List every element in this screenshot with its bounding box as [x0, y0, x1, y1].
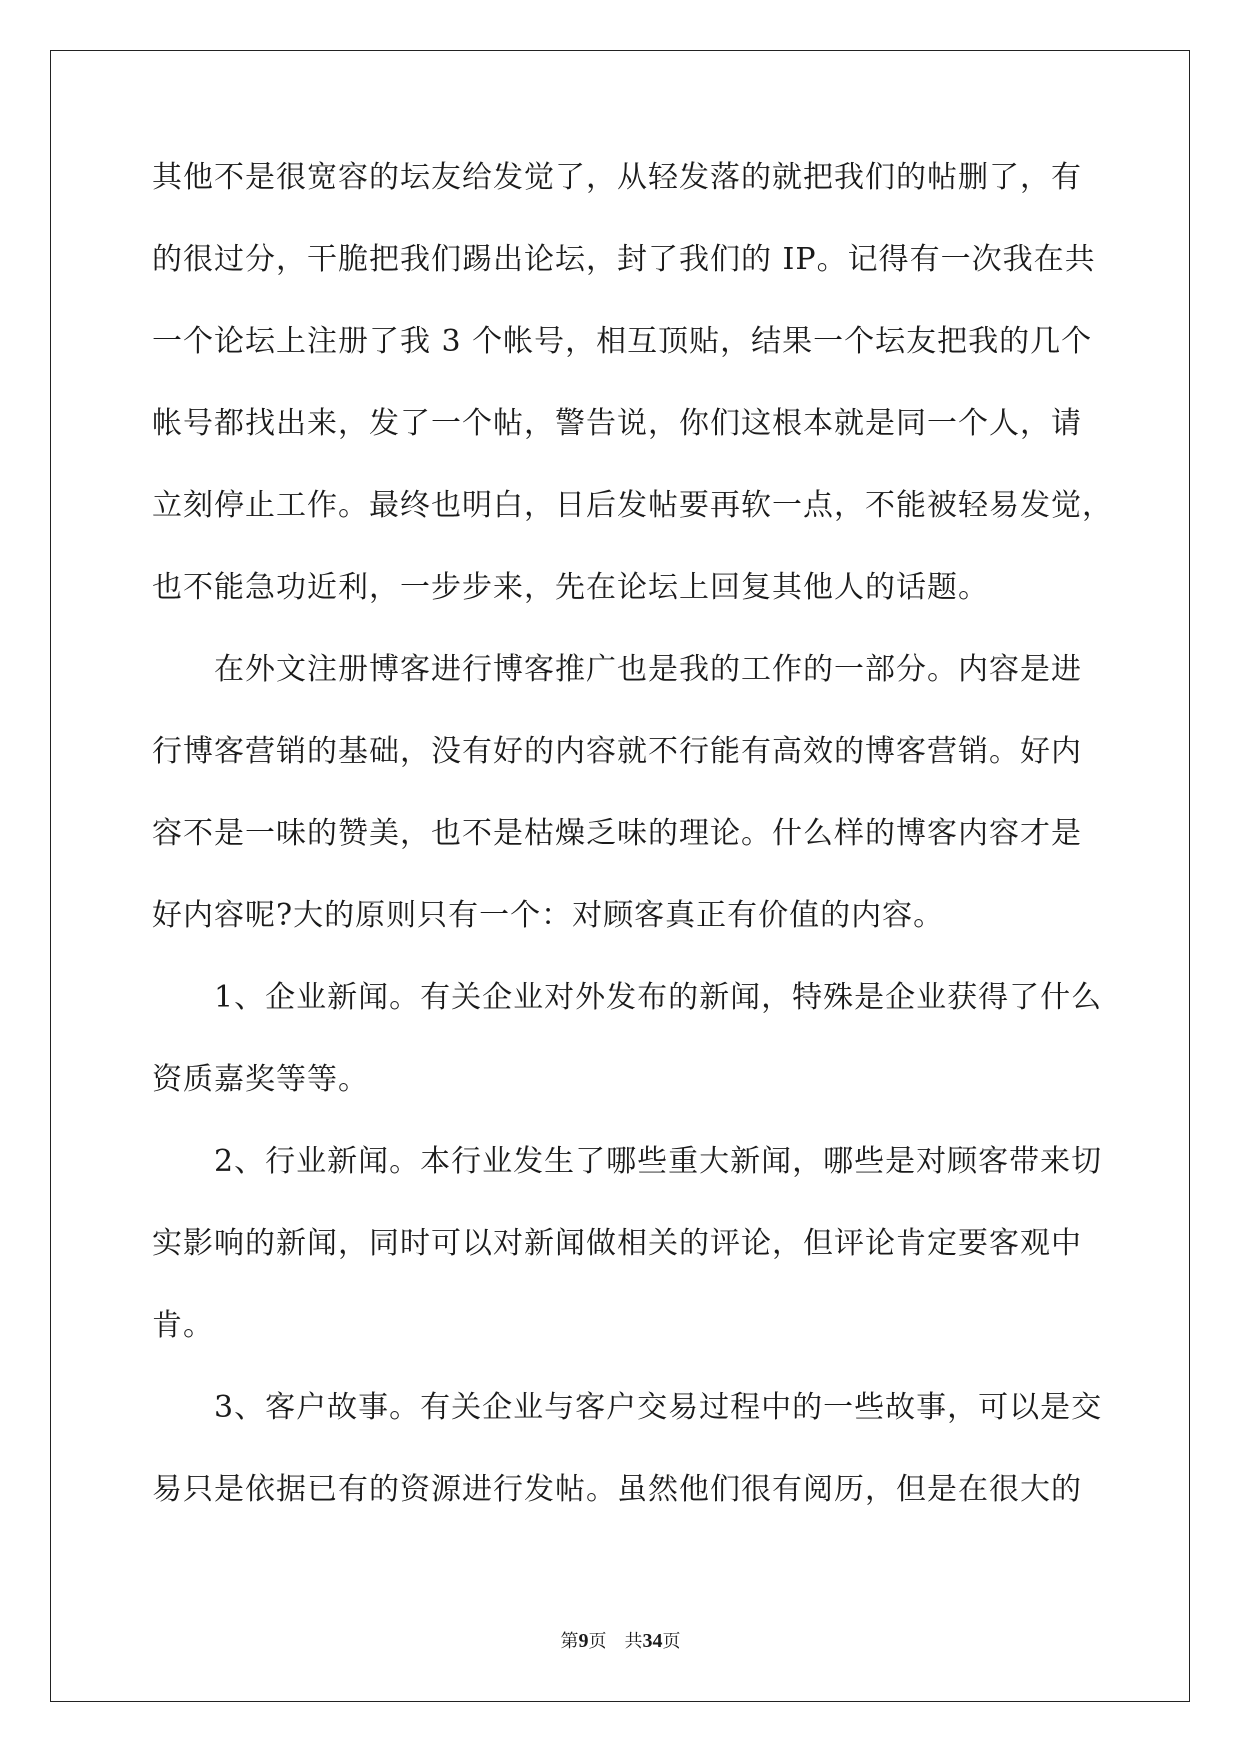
list-item-2-line: 2、行业新闻。本行业发生了哪些重大新闻，哪些是对顾客带来切: [214, 1144, 1103, 1179]
text-line: 易只是依据已有的资源进行发帖。虽然他们很有阅历，但是在很大的: [152, 1472, 1082, 1507]
text-line: 行博客营销的基础，没有好的内容就不行能有高效的博客营销。好内: [152, 734, 1082, 769]
page-footer: [0, 1631, 1241, 1652]
text-line: 的很过分，干脆把我们踢出论坛，封了我们的 IP。记得有一次我在共: [152, 242, 1096, 277]
list-item-3-line: 3、客户故事。有关企业与客户交易过程中的一些故事，可以是交: [214, 1390, 1103, 1425]
text-line: 肯。: [152, 1308, 214, 1343]
text-line: 资质嘉奖等等。: [152, 1062, 369, 1097]
text-line: 帐号都找出来，发了一个帖，警告说，你们这根本就是同一个人，请: [152, 406, 1082, 441]
text-line: 其他不是很宽容的坛友给发觉了，从轻发落的就把我们的帖删了，有: [152, 160, 1082, 195]
total-pages: 34: [642, 1630, 663, 1652]
text-line: 立刻停止工作。最终也明白，日后发帖要再软一点，不能被轻易发觉，: [152, 488, 1113, 523]
text-line: 容不是一味的赞美，也不是枯燥乏味的理论。什么样的博客内容才是: [152, 816, 1082, 851]
text-line: 好内容呢?大的原则只有一个：对顾客真正有价值的内容。: [152, 898, 945, 933]
text-line: 实影响的新闻，同时可以对新闻做相关的评论，但评论肯定要客观中: [152, 1226, 1082, 1261]
document-body: [152, 160, 1113, 1557]
text-line: 也不能急功近利，一步步来，先在论坛上回复其他人的话题。: [152, 570, 989, 605]
text-line: 一个论坛上注册了我 3 个帐号，相互顶贴，结果一个坛友把我的几个: [152, 324, 1093, 359]
total-prefix: 共: [624, 1631, 643, 1652]
page-number: 9: [578, 1630, 589, 1652]
total-suffix: 页: [662, 1631, 681, 1652]
list-item-1-line: 1、企业新闻。有关企业对外发布的新闻，特殊是企业获得了什么: [214, 980, 1103, 1015]
paragraph-start-line: 在外文注册博客进行博客推广也是我的工作的一部分。内容是进: [214, 652, 1082, 687]
page-prefix: 第: [560, 1631, 579, 1652]
page-suffix: 页: [588, 1631, 607, 1652]
